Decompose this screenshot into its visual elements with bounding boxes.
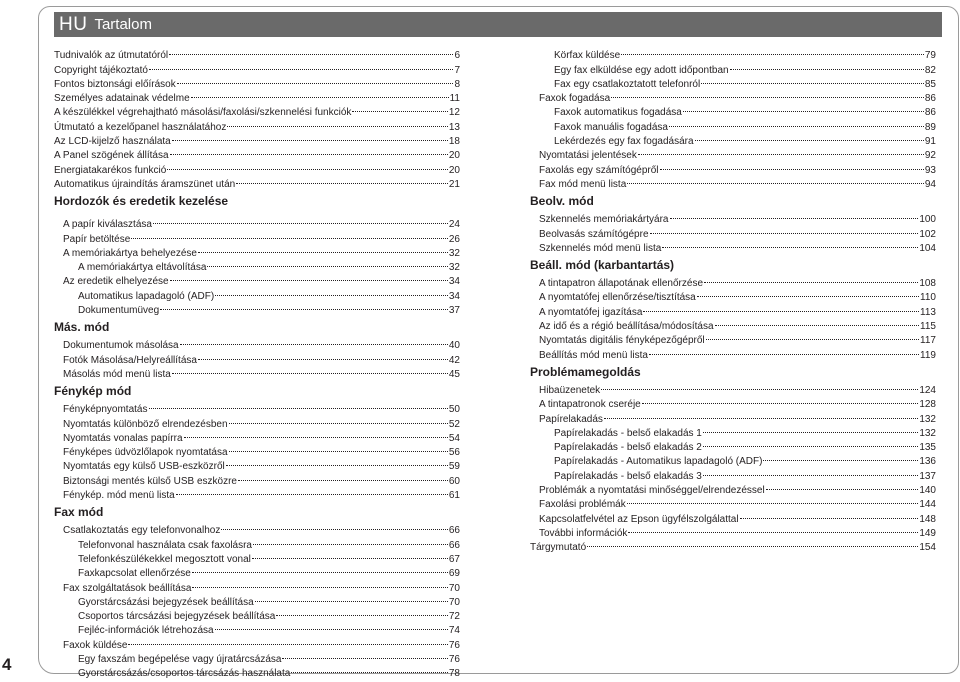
toc-entry-title: Energiatakarékos funkció [54, 164, 167, 176]
dot-leader [170, 144, 448, 158]
toc-entry-page: 8 [454, 78, 460, 90]
toc-entry-page: 117 [920, 335, 936, 347]
toc-entry-title: A nyomtatófej ellenőrzése/tisztítása [539, 292, 696, 304]
dot-leader [701, 73, 924, 87]
toc-entry-page: 132 [919, 413, 936, 425]
toc-entry-page: 144 [919, 499, 936, 511]
dot-leader [128, 633, 447, 647]
toc-entry-title: Faxok fogadása [539, 93, 611, 105]
toc-entry-title: Beolvasás számítógépre [539, 228, 649, 240]
toc-entry-title: Nyomtatás digitális fényképezőgépről [539, 335, 705, 347]
dot-leader [627, 173, 924, 187]
dot-leader [352, 101, 447, 115]
toc-entry-title: Faxkapcsolat ellenőrzése [78, 568, 191, 580]
toc-right-column [530, 44, 936, 554]
toc-entry-title: Körfax küldése [554, 50, 621, 62]
toc-entry-title: Egy fax elküldése egy adott időpontban [554, 64, 729, 76]
toc-entry-title: Copyright tájékoztató [54, 64, 148, 76]
toc-entry-title: Fax mód menü lista [539, 178, 627, 190]
toc-entry[interactable] [54, 213, 460, 231]
toc-entry-page: 128 [919, 399, 936, 411]
toc-entry-page: 154 [919, 542, 936, 554]
toc-entry-title: Dokumentumüveg [78, 305, 160, 317]
toc-entry-title: Faxok manuális fogadása [554, 121, 668, 133]
dot-leader [227, 115, 448, 129]
toc-entry-page: 91 [924, 136, 936, 148]
dot-leader [160, 299, 448, 313]
dot-leader [226, 455, 448, 469]
dot-leader [291, 662, 448, 676]
toc-entry-page: 50 [448, 404, 460, 416]
dot-leader [642, 393, 919, 407]
toc-entry-page: 56 [448, 447, 460, 459]
toc-entry-title: Papírelakadás - belső elakadás 1 [554, 427, 702, 439]
dot-leader [149, 398, 448, 412]
toc-entry-title: Az LCD-kijelző használata [54, 136, 171, 148]
toc-entry-title: Tárgymutató [530, 542, 587, 554]
dot-leader [172, 130, 448, 144]
toc-entry-page: 94 [924, 178, 936, 190]
dot-leader [198, 348, 448, 362]
toc-entry-page: 45 [448, 368, 460, 380]
toc-entry-page: 69 [448, 568, 460, 580]
dot-leader [170, 270, 448, 284]
toc-entry-page: 148 [919, 513, 936, 525]
toc-entry-page: 110 [920, 292, 936, 304]
toc-entry[interactable] [54, 44, 460, 62]
toc-entry-page: 70 [448, 582, 460, 594]
dot-leader [255, 591, 448, 605]
toc-entry-page: 137 [919, 470, 936, 482]
dot-leader [650, 222, 919, 236]
toc-entry-page: 86 [924, 107, 936, 119]
dot-leader [238, 469, 448, 483]
dot-leader [703, 422, 918, 436]
dot-leader [169, 44, 453, 58]
toc-entry-title: Fényképes üdvözlőlapok nyomtatása [63, 447, 228, 459]
toc-entry-page: 32 [448, 262, 460, 274]
dot-leader [670, 208, 919, 222]
toc-entry-page: 140 [919, 485, 936, 497]
toc-entry-title: Az eredetik elhelyezése [63, 276, 169, 288]
toc-entry-title: Csatlakoztatás egy telefonvonalhoz [63, 525, 221, 537]
toc-entry-page: 54 [448, 432, 460, 444]
toc-entry-page: 78 [448, 668, 460, 680]
toc-entry-title: Személyes adatainak védelme [54, 93, 190, 105]
section-heading: Más. mód [54, 320, 110, 335]
dot-leader [704, 272, 918, 286]
toc-entry-title: Útmutató a kezelőpanel használatához [54, 121, 227, 133]
dot-leader [176, 484, 448, 498]
dot-leader [662, 237, 918, 251]
dot-leader [604, 407, 918, 421]
dot-leader [715, 315, 920, 329]
dot-leader [638, 144, 924, 158]
toc-entry-title: Másolás mód menü lista [63, 368, 171, 380]
dot-leader [153, 213, 448, 227]
toc-entry-page: 108 [919, 278, 936, 290]
dot-leader [695, 130, 924, 144]
toc-entry-page: 6 [454, 50, 460, 62]
toc-entry-page: 11 [449, 93, 460, 105]
toc-entry-title: A készülékkel végrehajtható másolási/faxolási/szkennelési funkciók [54, 107, 352, 119]
dot-leader [697, 286, 919, 300]
toc-entry-title: A Panel szögének állítása [54, 150, 169, 162]
toc-entry-title: Szkennelés memóriakártyára [539, 214, 669, 226]
toc-entry-title: Gyorstárcsázás/csoportos tárcsázás használata [78, 668, 291, 680]
toc-entry-page: 52 [448, 418, 460, 430]
dot-leader [683, 101, 924, 115]
language-code: HU [59, 13, 88, 35]
toc-entry-page: 72 [448, 611, 460, 623]
dot-leader [703, 464, 918, 478]
dot-leader [198, 242, 448, 256]
dot-leader [740, 507, 919, 521]
toc-entry-page: 115 [920, 321, 936, 333]
toc-entry[interactable] [54, 519, 460, 537]
toc-entry-page: 119 [920, 349, 936, 361]
toc-entry-page: 100 [919, 214, 936, 226]
toc-entry-title: Automatikus lapadagoló (ADF) [78, 290, 215, 302]
toc-entry-page: 113 [920, 306, 936, 318]
toc-entry-title: Fontos biztonsági előírások [54, 78, 176, 90]
toc-entry-title: Papír betöltése [63, 233, 131, 245]
dot-leader [611, 87, 924, 101]
toc-entry-page: 66 [448, 539, 460, 551]
toc-entry-page: 20 [448, 150, 460, 162]
toc-entry-page: 61 [448, 490, 460, 502]
toc-entry-page: 82 [924, 64, 936, 76]
toc-entry-title: Problémák a nyomtatási minőséggel/elrendezéssel [539, 485, 765, 497]
dot-leader [669, 115, 924, 129]
toc-entry-page: 66 [448, 525, 460, 537]
dot-leader [215, 619, 448, 633]
toc-entry-page: 76 [448, 639, 460, 651]
toc-left-column [54, 44, 460, 680]
toc-entry-page: 59 [448, 461, 460, 473]
dot-leader [180, 334, 448, 348]
dot-leader [192, 576, 447, 590]
toc-header [54, 12, 942, 37]
toc-entry-title: A memóriakártya eltávolítása [78, 262, 207, 274]
dot-leader [221, 519, 448, 533]
dot-leader [253, 533, 448, 547]
toc-entry-title: A papír kiválasztása [63, 219, 152, 231]
toc-entry-title: A tintapatronok cseréje [539, 399, 641, 411]
toc-entry-title: Fényképnyomtatás [63, 404, 148, 416]
toc-entry-page: 135 [919, 442, 936, 454]
toc-entry-title: Biztonsági mentés külső USB eszközre [63, 475, 237, 487]
toc-entry[interactable] [530, 44, 936, 62]
toc-entry-page: 32 [448, 247, 460, 259]
toc-entry-page: 37 [448, 305, 460, 317]
section-heading: Fax mód [54, 505, 104, 520]
dot-leader [149, 58, 453, 72]
toc-entry-title: Beállítás mód menü lista [539, 349, 648, 361]
toc-entry-title: Tudnivalók az útmutatóról [54, 50, 169, 62]
toc-entry-page: 132 [919, 427, 936, 439]
toc-entry-page: 34 [448, 290, 460, 302]
toc-entry-title: Telefonvonal használata csak faxolásra [78, 539, 252, 551]
toc-entry-page: 24 [448, 219, 460, 231]
toc-entry-title: Automatikus újraindítás áramszünet után [54, 178, 236, 190]
dot-leader [703, 436, 918, 450]
dot-leader [601, 379, 918, 393]
dot-leader [627, 493, 919, 507]
toc-entry-page: 102 [919, 228, 936, 240]
page-number: 4 [2, 655, 12, 674]
toc-entry-title: Faxolási problémák [539, 499, 626, 511]
toc-entry-page: 86 [924, 93, 936, 105]
toc-entry-title: Lekérdezés egy fax fogadására [554, 136, 694, 148]
dot-leader [192, 562, 448, 576]
dot-leader [167, 158, 448, 172]
toc-entry[interactable] [54, 398, 460, 416]
toc-entry-page: 42 [448, 354, 460, 366]
toc-entry-page: 21 [448, 178, 460, 190]
toc-entry-page: 26 [448, 233, 460, 245]
toc-entry-page: 79 [924, 50, 936, 62]
dot-leader [763, 450, 918, 464]
toc-entry-title: Fax szolgáltatások beállítása [63, 582, 192, 594]
toc-entry-page: 12 [448, 107, 460, 119]
dot-leader [172, 363, 448, 377]
dot-leader [766, 479, 919, 493]
toc-entry-title: A memóriakártya behelyezése [63, 247, 197, 259]
toc-entry-title: Fotók Másolása/Helyreállítása [63, 354, 197, 366]
toc-entry-title: Faxolás egy számítógépről [539, 164, 659, 176]
dot-leader [730, 58, 924, 72]
dot-leader [184, 427, 448, 441]
section-heading: Beáll. mód (karbantartás) [530, 257, 675, 272]
toc-entry-title: Gyorstárcsázási bejegyzések beállítása [78, 596, 254, 608]
dot-leader [276, 605, 448, 619]
toc-entry-page: 67 [448, 553, 460, 565]
toc-entry-page: 13 [448, 121, 460, 133]
dot-leader [236, 173, 448, 187]
toc-entry-title: Kapcsolatfelvétel az Epson ügyfélszolgálattal [539, 513, 739, 525]
toc-entry-title: További információk [539, 527, 628, 539]
dot-leader [191, 87, 449, 101]
toc-entry-page: 20 [448, 164, 460, 176]
toc-entry-title: Fénykép. mód menü lista [63, 490, 175, 502]
toc-entry-title: Nyomtatási jelentések [539, 150, 637, 162]
toc-entry-title: Egy faxszám begépelése vagy újratárcsázása [78, 653, 282, 665]
dot-leader [621, 44, 924, 58]
dot-leader [207, 256, 447, 270]
dot-leader [649, 343, 919, 357]
toc-entry-page: 76 [448, 653, 460, 665]
toc-entry-title: Fax egy csatlakoztatott telefonról [554, 78, 701, 90]
page-title: Tartalom [94, 16, 152, 33]
toc-entry-title: Hibaüzenetek [539, 384, 601, 396]
dot-leader [177, 73, 454, 87]
dot-leader [229, 412, 448, 426]
toc-entry-page: 136 [919, 456, 936, 468]
section-heading: Hordozók és eredetik kezelése [54, 193, 229, 208]
toc-entry-title: Papírelakadás - Automatikus lapadagoló (ADF) [554, 456, 763, 468]
dot-leader [131, 227, 448, 241]
toc-entry-page: 60 [448, 475, 460, 487]
dot-leader [252, 548, 448, 562]
toc-entry-page: 124 [919, 384, 936, 396]
toc-entry-title: Dokumentumok másolása [63, 340, 179, 352]
toc-entry-title: Papírelakadás - belső elakadás 3 [554, 470, 702, 482]
toc-entry-title: Nyomtatás vonalas papírra [63, 432, 183, 444]
toc-entry-title: Az idő és a régió beállítása/módosítása [539, 321, 714, 333]
toc-entry-page: 34 [448, 276, 460, 288]
toc-entry[interactable] [530, 379, 936, 396]
section-heading: Beolv. mód [530, 193, 594, 208]
toc-entry-page: 149 [919, 527, 936, 539]
dot-leader [282, 648, 447, 662]
toc-entry-page: 70 [448, 596, 460, 608]
toc-entry-page: 7 [454, 64, 460, 76]
toc-entry[interactable] [530, 536, 936, 554]
toc-entry-page: 104 [919, 242, 936, 254]
dot-leader [660, 158, 924, 172]
toc-entry-title: Telefonkészülékekkel megosztott vonal [78, 553, 251, 565]
toc-entry-page: 18 [448, 136, 460, 148]
dot-leader [229, 441, 448, 455]
dot-leader [643, 300, 919, 314]
toc-entry-title: Papírelakadás - belső elakadás 2 [554, 442, 702, 454]
toc-entry-title: A nyomtatófej igazítása [539, 306, 643, 318]
toc-entry[interactable] [530, 272, 936, 290]
toc-entry-page: 92 [924, 150, 936, 162]
toc-entry-page: 85 [924, 78, 936, 90]
toc-entry-title: Nyomtatás különböző elrendezésben [63, 418, 228, 430]
dot-leader [215, 284, 448, 298]
toc-entry-title: Nyomtatás egy külső USB-eszközről [63, 461, 225, 473]
toc-entry-title: Faxok küldése [63, 639, 128, 651]
dot-leader [706, 329, 919, 343]
toc-entry-title: Csoportos tárcsázási bejegyzések beállítása [78, 611, 276, 623]
toc-entry-title: Papírelakadás [539, 413, 603, 425]
toc-entry-page: 74 [448, 625, 460, 637]
toc-entry[interactable] [530, 208, 936, 226]
toc-entry-title: Fejléc-információk létrehozása [78, 625, 214, 637]
toc-entry-page: 40 [448, 340, 460, 352]
toc-entry-page: 89 [924, 121, 936, 133]
section-heading: Problémamegoldás [530, 364, 641, 379]
toc-entry-title: A tintapatron állapotának ellenőrzése [539, 278, 704, 290]
toc-entry-page: 93 [924, 164, 936, 176]
dot-leader [587, 536, 918, 550]
toc-entry[interactable] [54, 334, 460, 352]
dot-leader [628, 522, 918, 536]
toc-entry-title: Szkennelés mód menü lista [539, 242, 662, 254]
section-heading: Fénykép mód [54, 383, 132, 398]
toc-entry-title: Faxok automatikus fogadása [554, 107, 682, 119]
